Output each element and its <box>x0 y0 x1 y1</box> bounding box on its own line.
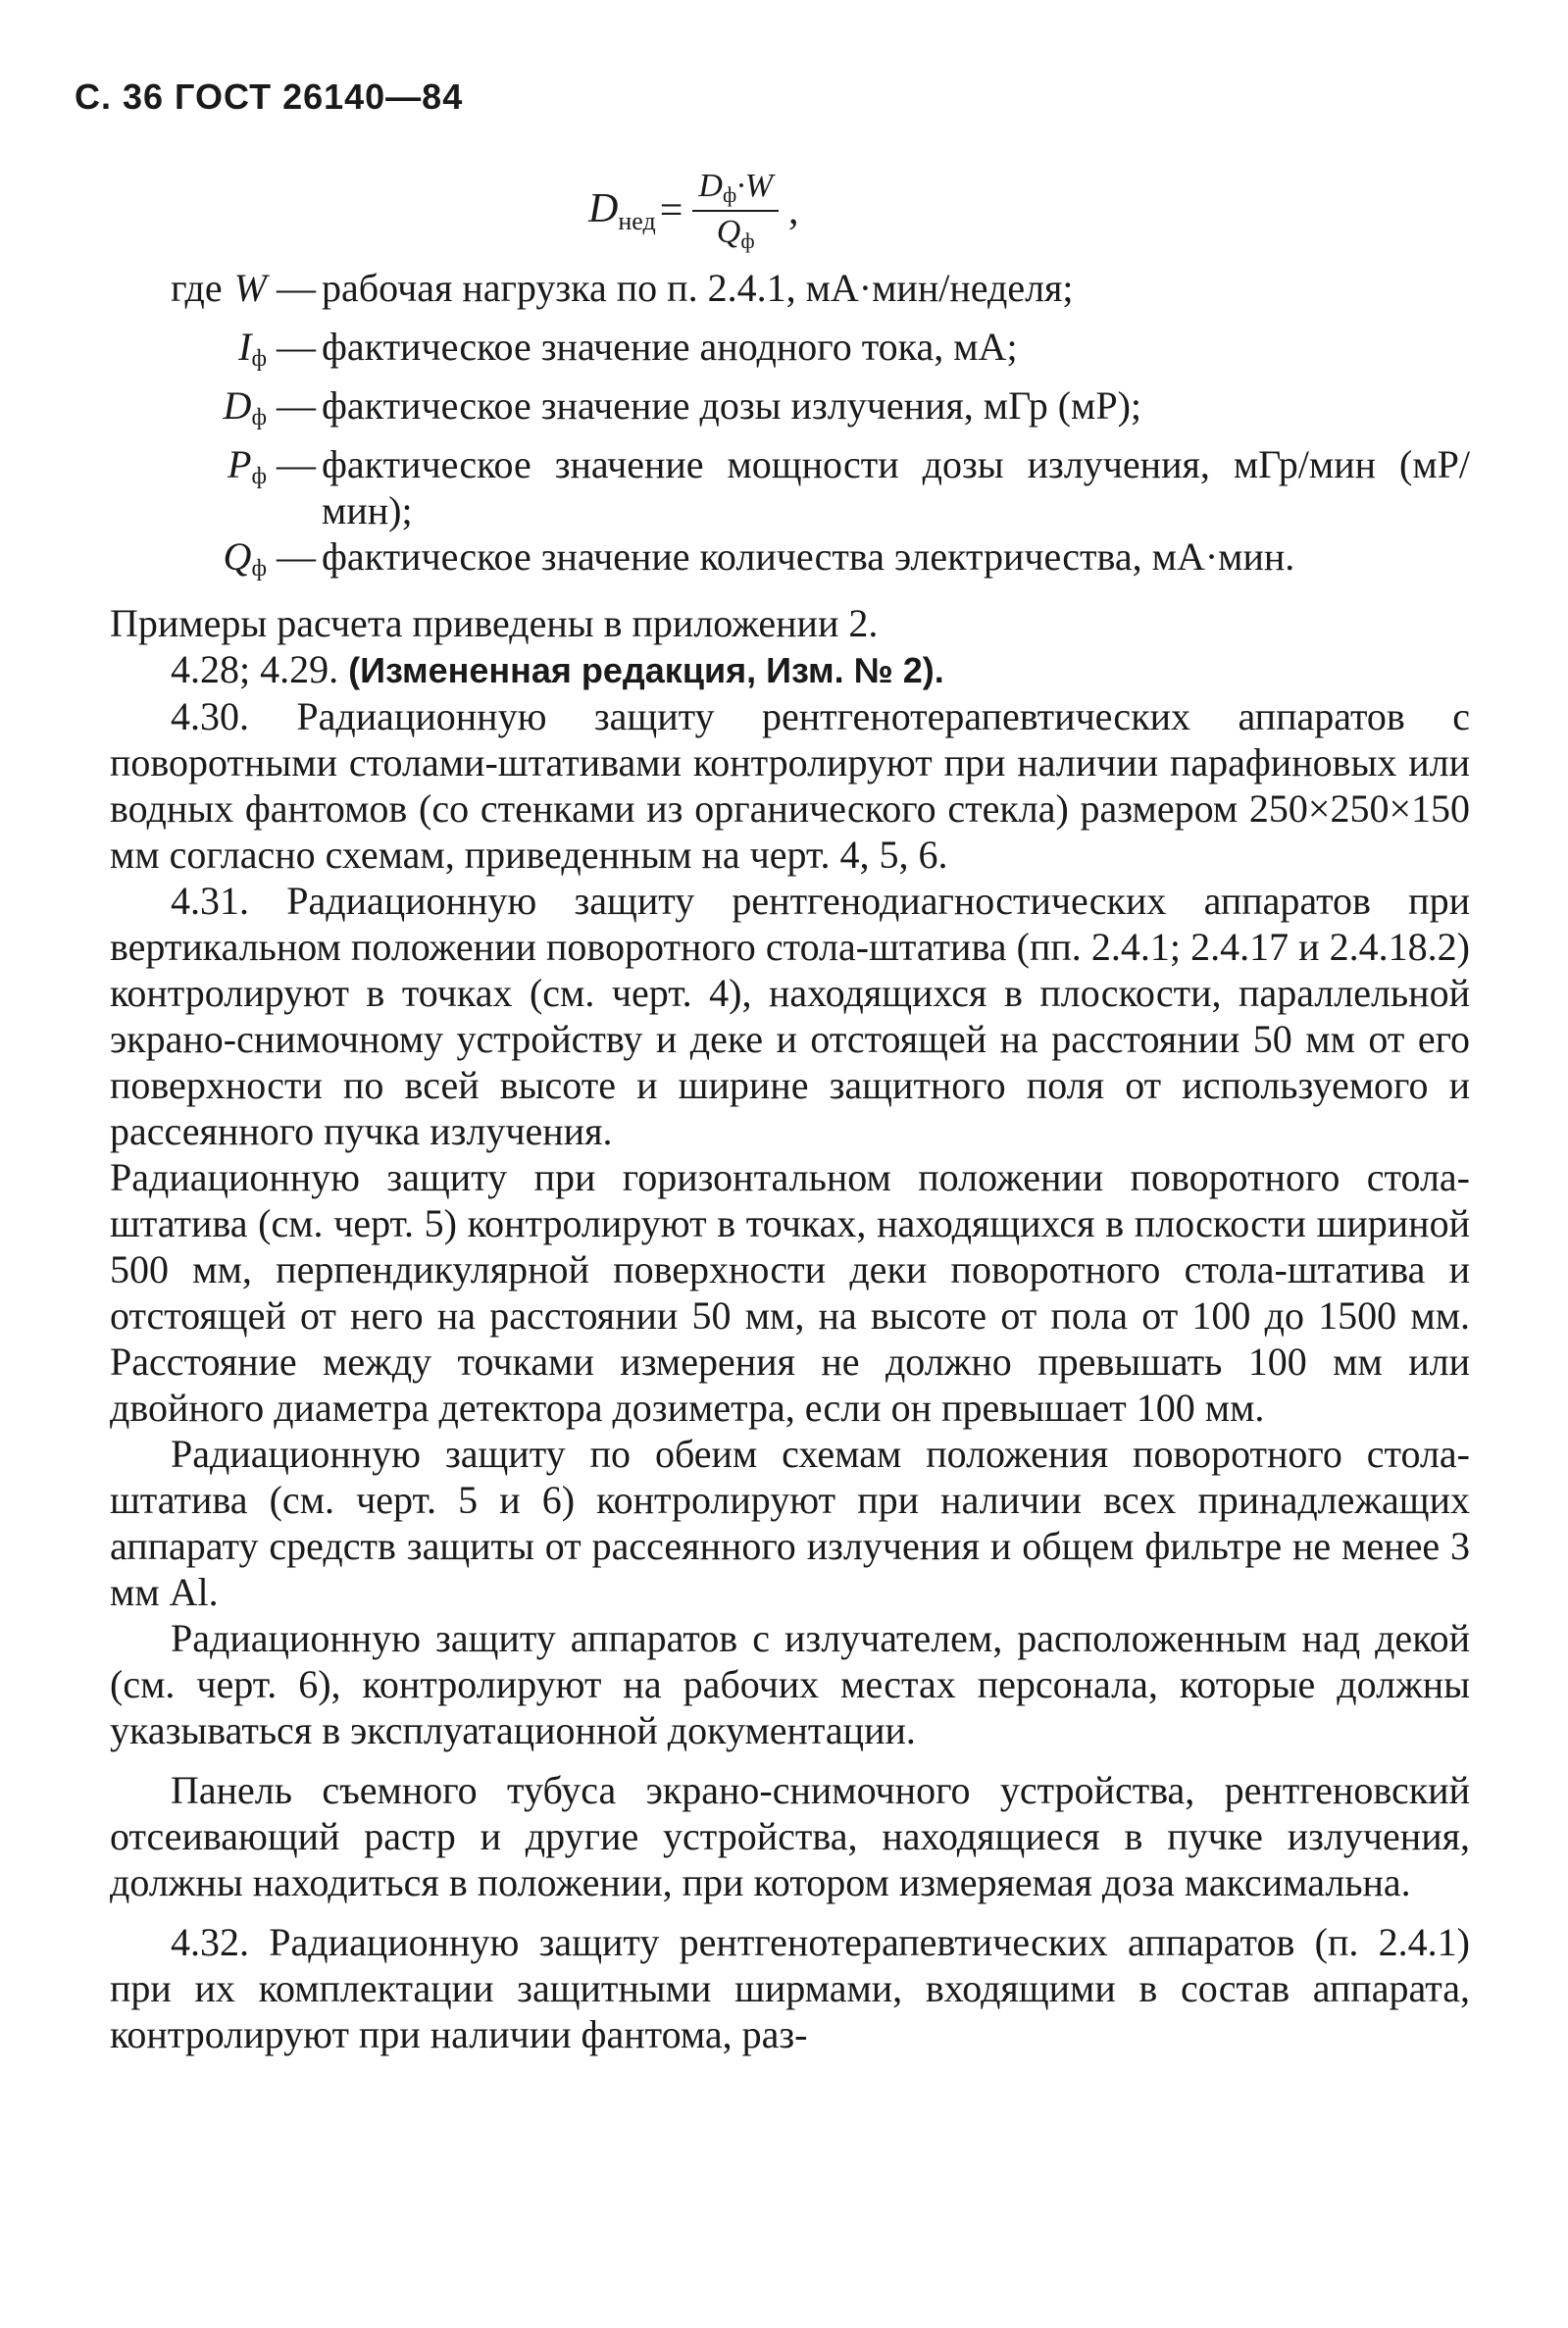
definition-item: $D_ф$ — фактическое значение дозы излучения, мГр (мР); <box>223 383 1142 430</box>
dose-formula <box>588 157 799 265</box>
definition-item: $Q_ф$ — фактическое значение количества электричества, мА·мин. <box>223 534 1295 582</box>
formula-fraction <box>692 168 779 254</box>
document-body <box>110 265 1470 2057</box>
paragraph-4-31-emitter: Радиационную защиту аппаратов с излучателем, расположенным над декой (см. черт. 6), контролируют на рабочих местах персонала, которые должны указываться в эксплуатационной документации. <box>110 1616 1470 1752</box>
definition-item: $I_ф$ — фактическое значение анодного тока, мА; <box>238 325 1018 372</box>
paragraph-4-30: 4.30. Радиационную защиту рентгенотерапевтических аппаратов с поворотными столами-штативами контролируют при наличии парафиновых или водных фантомов (со стенками из органического стекла) размером 250×250×150 мм согласно схемам, приведенным на черт. 4, 5, 6. <box>110 694 1470 877</box>
paragraph-4-31-horizontal: Радиационную защиту при горизонтальном положении поворотного стола-штатива (см. черт. 5) контролируют в точках, находящихся в плоскости шириной 500 мм, перпендикулярной поверхности деки поворотного стола-штатива и отстоящей от него на расстоянии 50 мм, на высоте от пола от 100 до 1500 мм. Расстояние между точками измерения не должно превышать 100 мм или двойного диаметра детектора дозиметра, если он превышает 100 мм. <box>110 1155 1470 1430</box>
paragraph-amendment: 4.28; 4.29. (Измененная редакция, Изм. № 2). <box>171 647 944 691</box>
formula-equals: = <box>659 188 683 233</box>
paragraph-4-31: 4.31. Радиационную защиту рентгенодиагностических аппаратов при вертикальном положении поворотного стола-штатива (пп. 2.4.1; 2.4.17 и 2.4.18.2) контролируют в точках (см. черт. 4), находящихся в плоскости, параллельной экрано-снимочному устройству и деке и отстоящей на расстоянии 50 мм от его поверхности по всей высоте и ширине защитного поля от используемого и рассеянного пучка излучения. <box>110 879 1470 1153</box>
fraction-bar <box>692 210 779 212</box>
page-header: С. 36 ГОСТ 26140—84 <box>75 76 464 117</box>
definition-item: $P_ф$ — фактическое значение мощности дозы излучения, мГр/мин (мР/мин); <box>228 442 1470 532</box>
paragraph-4-31-both-schemes: Радиационную защиту по обеим схемам положения поворотного стола-штатива (см. черт. 5 и 6) контролируют при наличии всех принадлежащих аппарату средств защиты от рассеянного излучения и общем фильтре не менее 3 мм Al. <box>110 1432 1470 1614</box>
paragraph-4-32: 4.32. Радиационную защиту рентгенотерапевтических аппаратов (п. 2.4.1) при их комплектации защитными ширмами, входящими в состав аппарата, контролируют при наличии фантома, раз- <box>110 1920 1470 2056</box>
paragraph-4-31-panel: Панель съемного тубуса экрано-снимочного устройства, рентгеновский отсеивающий растр и другие устройства, находящиеся в пучке излучения, должны находиться в положении, при котором измеряемая доза максимальна. <box>110 1768 1470 1904</box>
definition-item: где W — рабочая нагрузка по п. 2.4.1, мА·мин/неделя; <box>171 266 1074 310</box>
paragraph-examples: Примеры расчета приведены в приложении 2. <box>110 601 879 645</box>
formula-trailing: , <box>788 188 799 233</box>
formula-numerator: $D_ф\cdot W$ <box>698 168 774 207</box>
formula-lhs: $D_{нед}$ <box>588 186 656 235</box>
formula-denominator: $Q_ф$ <box>716 214 755 253</box>
definitions-list <box>110 265 1470 592</box>
